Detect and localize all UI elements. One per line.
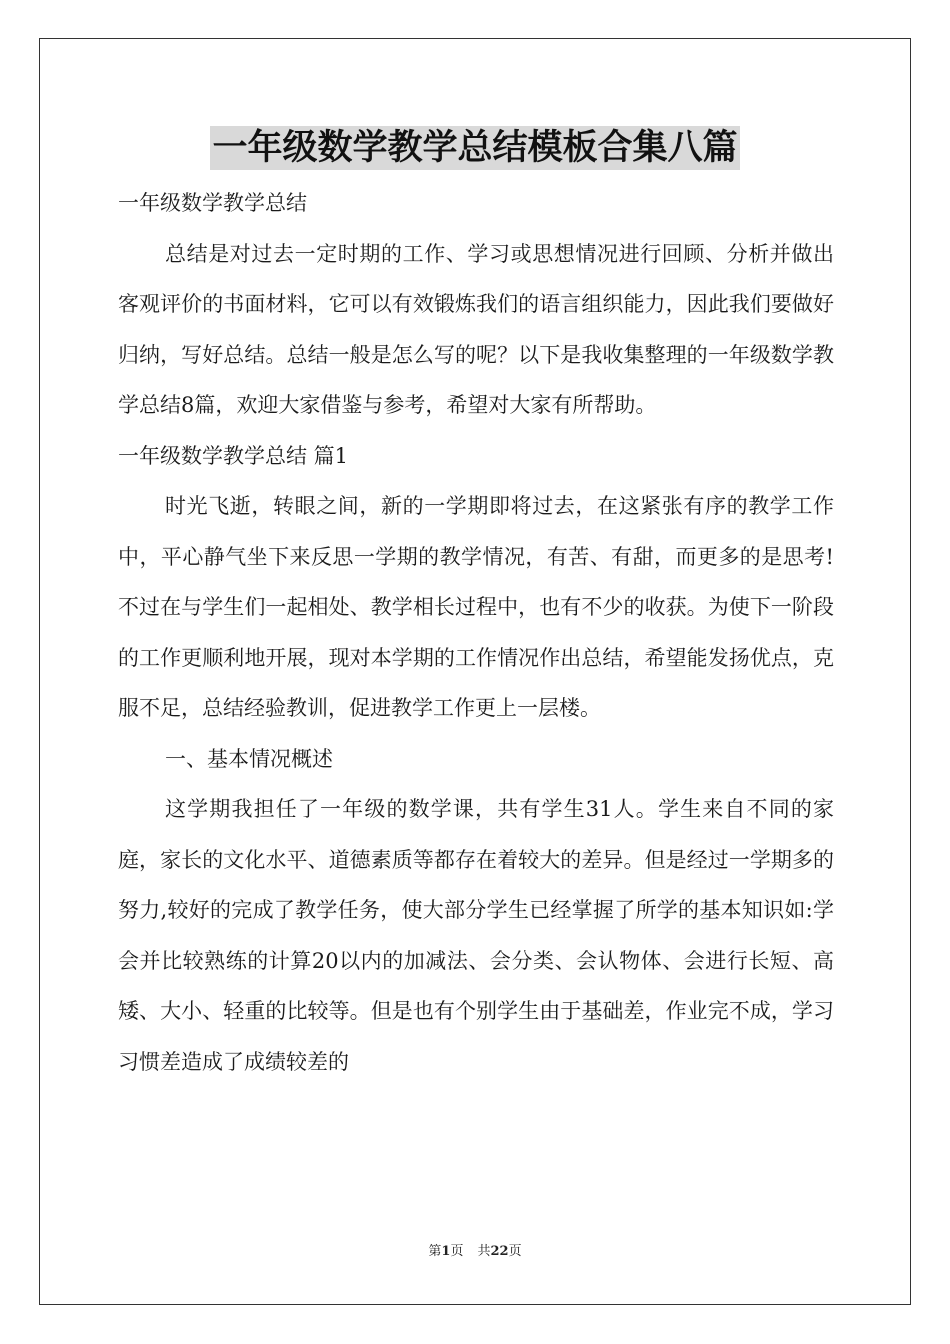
section-heading: 一年级数学教学总结 [118, 191, 307, 215]
total-page-count: 22 [490, 1244, 509, 1259]
subsection-heading: 一、基本情况概述 [165, 746, 333, 771]
total-prefix: 共 [477, 1244, 491, 1259]
page-prefix: 第 [428, 1244, 442, 1259]
body-paragraph: 这学期我担任了一年级的数学课，共有学生31人。学生来自不同的家庭，家长的文化水平、道德素质等都存在着较大的差异。但是经过一学期多的努力,较好的完成了教学任务，使大部分学生已经掌握了所学的基本知识如:学会并比较熟练的计算20以内的加减法、会分类、会认物体、会进行长短、高矮、大小、轻重的比较等。但是也有个别学生由于基础差，作业完不成，学习习惯差造成了成绩较差的 [118, 797, 834, 1074]
document-body [118, 178, 834, 1087]
page-footer [0, 1240, 950, 1259]
title-container [0, 126, 950, 170]
page-suffix: 页 [450, 1244, 464, 1259]
section-heading: 一年级数学教学总结 篇1 [118, 443, 349, 468]
total-suffix: 页 [508, 1244, 522, 1259]
document-title: 一年级数学教学总结模板合集八篇 [212, 127, 738, 168]
body-paragraph: 时光飞逝，转眼之间，新的一学期即将过去，在这紧张有序的教学工作中，平心静气坐下来反思一学期的教学情况，有苦、有甜，而更多的是思考!不过在与学生们一起相处、教学相长过程中，也有不少的收获。为使下一阶段的工作更顺利地开展，现对本学期的工作情况作出总结，希望能发扬优点，克服不足，总结经验教训，促进教学工作更上一层楼。 [118, 494, 834, 720]
current-page-number: 1 [441, 1244, 451, 1259]
body-paragraph: 总结是对过去一定时期的工作、学习或思想情况进行回顾、分析并做出客观评价的书面材料，它可以有效锻炼我们的语言组织能力，因此我们要做好归纳，写好总结。总结一般是怎么写的呢？以下是我收集整理的一年级数学教学总结8篇，欢迎大家借鉴与参考，希望对大家有所帮助。 [118, 241, 834, 417]
